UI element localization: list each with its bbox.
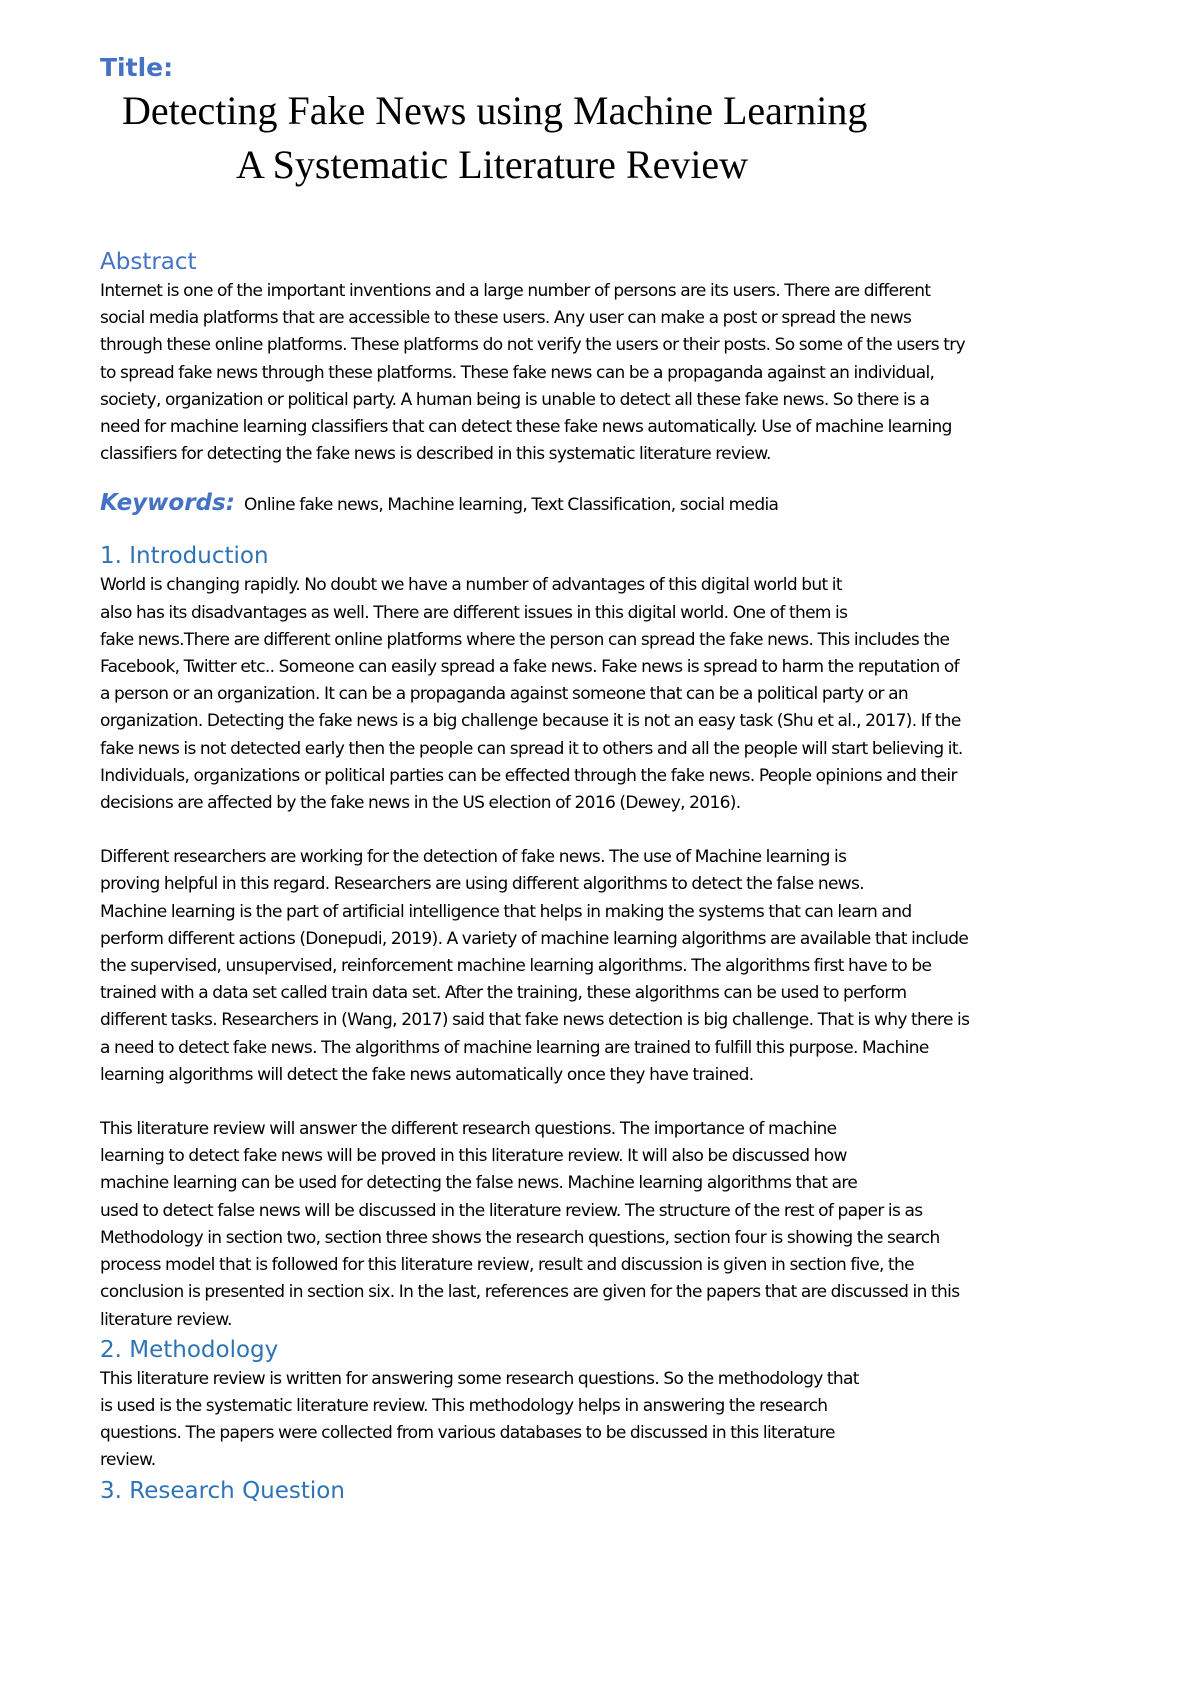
intro-line: organization. Detecting the fake news is a big challenge because it is not an easy task (Shu et al., 2017). If the [100, 711, 961, 732]
intro-line: proving helpful in this regard. Researchers are using different algorithms to detect the false news. [100, 874, 864, 895]
intro-line: Methodology in section two, section three shows the research questions, section four is showing the search [100, 1227, 940, 1248]
intro-line: learning algorithms will detect the fake news automatically once they have trained. [100, 1064, 754, 1085]
abstract-heading: Abstract [100, 249, 197, 275]
methodology-heading: 2. Methodology [100, 1336, 279, 1363]
methodology-line: questions. The papers were collected from various databases to be discussed in this literature [100, 1423, 835, 1444]
intro-line: perform different actions (Donepudi, 2019). A variety of machine learning algorithms are available that include [100, 928, 969, 949]
research-question-heading: 3. Research Question [100, 1477, 345, 1504]
abstract-line: need for machine learning classifiers that can detect these fake news automatically. Use of machine learning [100, 417, 952, 438]
introduction-paragraph-2 [100, 844, 1112, 1089]
title-line-1: Detecting Fake News using Machine Learning [122, 88, 868, 133]
methodology-line: is used is the systematic literature review. This methodology helps in answering the research [100, 1395, 828, 1416]
keywords-value: Online fake news, Machine learning, Text Classification, social media [244, 495, 779, 516]
intro-line: also has its disadvantages as well. There are different issues in this digital world. One of them is [100, 602, 848, 623]
intro-line: trained with a data set called train data set. After the training, these algorithms can be used to perform [100, 983, 907, 1004]
keywords-label: Keywords: [100, 490, 235, 517]
intro-line: Machine learning is the part of artificial intelligence that helps in making the systems that can learn and [100, 901, 912, 922]
keywords-row [100, 486, 1112, 520]
methodology-line: This literature review is written for answering some research questions. So the methodology that [100, 1368, 859, 1389]
intro-line: World is changing rapidly. No doubt we have a number of advantages of this digital world but it [100, 575, 842, 596]
intro-line: the supervised, unsupervised, reinforcement machine learning algorithms. The algorithms first have to be [100, 956, 932, 977]
intro-line: a need to detect fake news. The algorithms of machine learning are trained to fulfill this purpose. Machine [100, 1037, 929, 1058]
intro-line: process model that is followed for this literature review, result and discussion is given in section five, the [100, 1255, 914, 1276]
abstract-line: classifiers for detecting the fake news is described in this systematic literature review. [100, 444, 771, 465]
intro-line: This literature review will answer the different research questions. The importance of machine [100, 1119, 837, 1140]
intro-line: learning to detect fake news will be proved in this literature review. It will also be discussed how [100, 1146, 847, 1167]
intro-line: Individuals, organizations or political parties can be effected through the fake news. People opinions and their [100, 765, 957, 786]
document-title [100, 84, 1112, 192]
introduction-paragraph-3 [100, 1116, 1112, 1334]
intro-line: decisions are affected by the fake news in the US election of 2016 (Dewey, 2016). [100, 793, 741, 814]
intro-line: Different researchers are working for the detection of fake news. The use of Machine learning is [100, 847, 847, 868]
intro-line: fake news is not detected early then the people can spread it to others and all the people will start believing it. [100, 738, 963, 759]
spacer [100, 520, 1112, 540]
abstract-line: society, organization or political party. A human being is unable to detect all these fake news. So there is a [100, 389, 930, 410]
intro-line: literature review. [100, 1309, 232, 1330]
spacer [100, 192, 1112, 246]
introduction-paragraph-1 [100, 572, 1112, 817]
intro-line: different tasks. Researchers in (Wang, 2017) said that fake news detection is big challenge. That is why there is [100, 1010, 970, 1031]
intro-line: machine learning can be used for detecting the false news. Machine learning algorithms that are [100, 1173, 858, 1194]
paragraph-gap [100, 817, 1112, 844]
document-content [100, 52, 1112, 1507]
intro-line: a person or an organization. It can be a propaganda against someone that can be a political party or an [100, 684, 908, 705]
abstract-line: through these online platforms. These platforms do not verify the users or their posts. So some of the users try [100, 335, 965, 356]
title-line-2: A Systematic Literature Review [236, 142, 749, 187]
methodology-line: review. [100, 1450, 156, 1471]
intro-line: fake news.There are different online platforms where the person can spread the fake news. This includes the [100, 629, 950, 650]
paragraph-gap [100, 1089, 1112, 1116]
abstract-line: social media platforms that are accessible to these users. Any user can make a post or spread the news [100, 308, 912, 329]
abstract-line: Internet is one of the important inventions and a large number of persons are its users. There are different [100, 281, 931, 301]
intro-line: used to detect false news will be discussed in the literature review. The structure of the rest of paper is as [100, 1200, 923, 1221]
intro-line: Facebook, Twitter etc.. Someone can easily spread a fake news. Fake news is spread to harm the reputation of [100, 657, 959, 678]
abstract-line: to spread fake news through these platforms. These fake news can be a propaganda against an individual, [100, 362, 935, 383]
intro-line: conclusion is presented in section six. In the last, references are given for the papers that are discussed in this [100, 1282, 960, 1303]
methodology-body [100, 1366, 1112, 1475]
spacer [100, 468, 1112, 486]
title-label: Title: [100, 53, 174, 82]
introduction-heading: 1. Introduction [100, 543, 269, 570]
abstract-body [100, 278, 1112, 468]
